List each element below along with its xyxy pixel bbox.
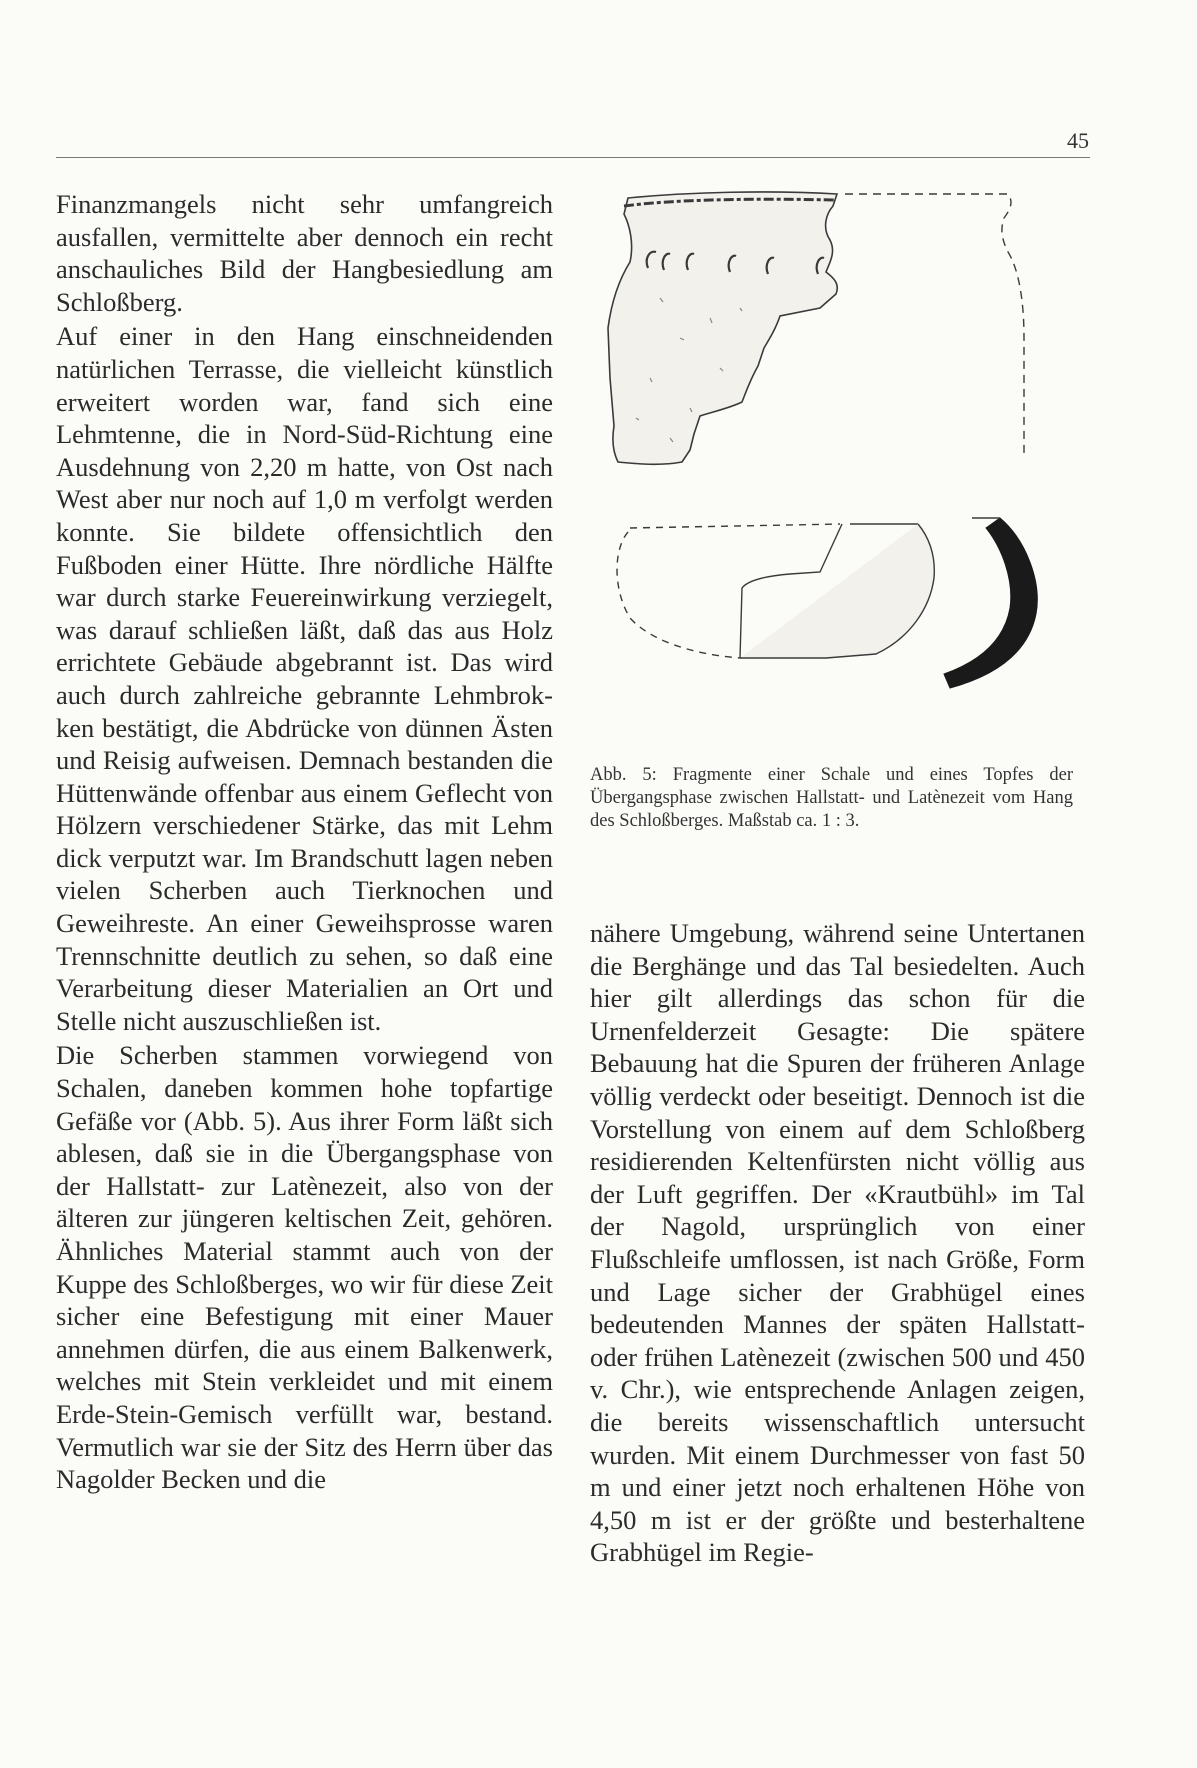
paragraph: nähere Umgebung, während seine Untertanen die Berghänge und das Tal besiedelten. Auch hier gilt allerdings das schon für die Urnenfelderzeit Gesagte: Die spätere Bebauung hat die Spuren der früheren Anlage völlig verdeckt oder beseitigt. Dennoch ist die Vorstellung von einem auf dem Schloßberg residierenden Keltenfürsten nicht völlig aus der Luft gegriffen. Der «Krautbühl» im Tal der Nagold, ursprünglich von einer Flußschleife umflossen, ist nach Größe, Form und Lage sicher der Grabhügel eines bedeutenden Mannes der späten Hallstatt- oder frühen Latènezeit (zwischen 500 und 450 v. Chr.), wie entsprechende Anlagen zeigen, die bereits wissenschaftlich untersucht wurden. Mit einem Durchmesser von fast 50 m und einer jetzt noch erhaltenen Höhe von 4,50 m ist er der größte und besterhaltene Grabhügel im Regie- (590, 918, 1085, 1568)
figure-caption (590, 764, 1073, 833)
caption-text: Abb. 5: Fragmente einer Schale und eines Topfes der Übergangsphase zwischen Hallstatt- und Latènezeit vom Hang des Schloßberges. Maßstab ca. 1 : 3. (590, 765, 1073, 831)
pottery-drawing (590, 188, 1090, 748)
paragraph: Finanzmangels nicht sehr umfangreich ausfallen, vermittelte aber dennoch ein recht anschauliches Bild der Hangbesiedlung am Schloßberg. (56, 189, 553, 317)
figure-pottery-fragments (590, 188, 1090, 748)
paragraph: Die Scherben stammen vorwiegend von Schalen, daneben kommen hohe topfartige Gefäße vor (Abb. 5). Aus ihrer Form läßt sich ablesen, daß sie in die Übergangsphase von der Hallstatt- zur Latènezeit, also von der älteren zur jüngeren keltischen Zeit, gehören. Ähnliches Material stammt auch von der Kuppe des Schloßberges, wo wir für diese Zeit sicher eine Befestigung mit einer Mauer annehmen dürfen, die aus einem Balkenwerk, welches mit Stein verkleidet und mit einem Erde-Stein-Gemisch verfüllt war, bestand. Vermutlich war sie der Sitz des Herrn über das Nagolder Becken und die (56, 1040, 554, 1495)
left-column-text (56, 188, 553, 1496)
right-column-text (590, 917, 1085, 1569)
pot-fragment (608, 192, 1024, 464)
bowl-fragment (617, 524, 934, 658)
vessel-profile-section (944, 518, 1037, 688)
header-rule (56, 157, 1090, 158)
page-number: 45 (1067, 128, 1089, 153)
paragraph: Auf einer in den Hang einschneidenden natürlichen Terrasse, die vielleicht künstlich erweitert worden war, fand sich eine Lehmtenne, die in Nord-Süd-Richtung eine Ausdehnung von 2,20 m hatte, von Ost nach West aber nur noch auf 1,0 m verfolgt werden konnte. Sie bildete offensichtlich den Fußboden einer Hütte. Ihre nördliche Hälfte war durch starke Feuereinwirkung verziegelt, was darauf schließen läßt, daß das aus Holz errichtete Gebäude abgebrannt ist. Das wird auch durch zahlreiche gebrannte Lehmbrokken bestätigt, die Abdrücke von dünnen Ästen und Reisig aufweisen. Demnach bestanden die Hüttenwände offenbar aus einem Geflecht von Hölzern verschiedener Stärke, das mit Lehm dick verputzt war. Im Brandschutt lagen neben vielen Scherben auch Tierknochen und Geweihreste. An einer Geweihsprosse waren Trennschnitte deutlich zu sehen, so daß eine Verarbeitung dieser Materialien an Ort und Stelle nicht auszuschließen ist. (56, 321, 553, 1036)
